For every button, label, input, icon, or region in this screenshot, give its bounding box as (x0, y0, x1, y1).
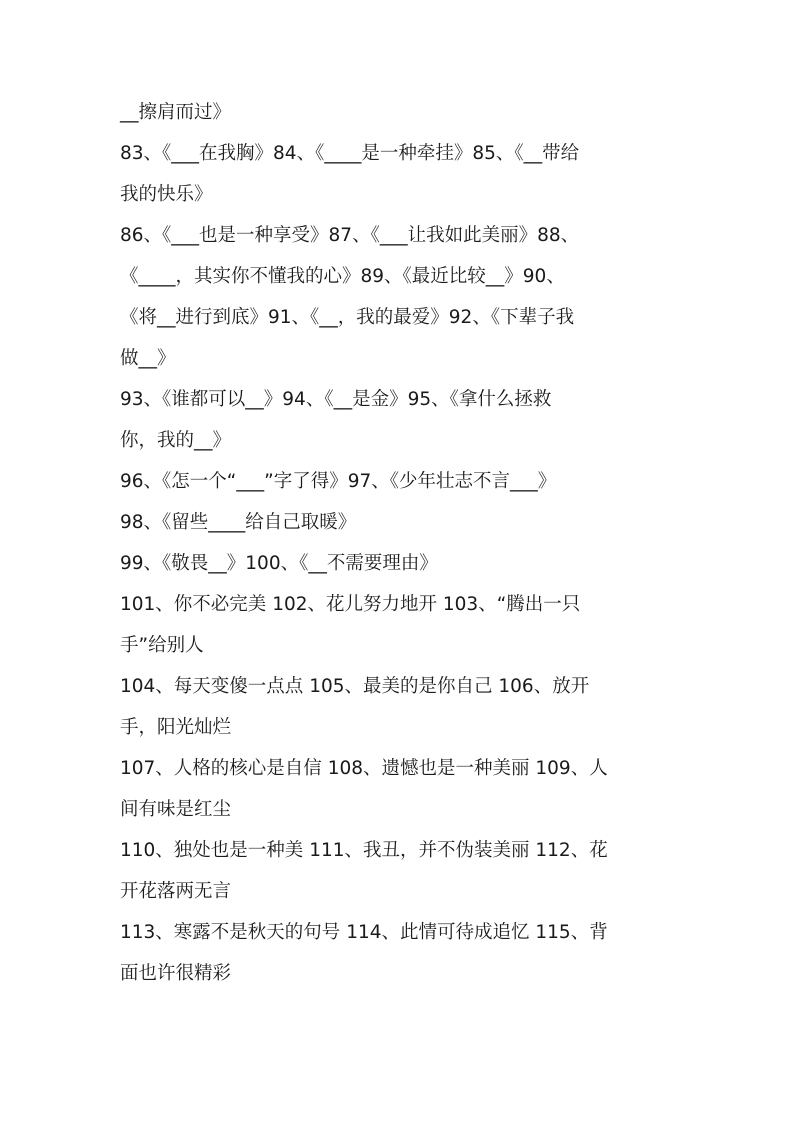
text-line-22: 面也许很精彩 (120, 963, 232, 984)
text-line-17: 107、人格的核心是自信 108、遗憾也是一种美丽 109、人 (120, 758, 608, 779)
text-line-21: 113、寒露不是秋天的句号 114、此情可待成追忆 115、背 (120, 922, 608, 943)
text-line-12: 99、《敬畏__》100、《__不需要理由》 (120, 553, 438, 574)
text-line-5: 《____，其实你不懂我的心》89、《最近比较__》90、 (120, 266, 565, 287)
document-body (120, 92, 680, 994)
text-line-6: 《将__进行到底》91、《__，我的最爱》92、《下辈子我 (120, 307, 575, 328)
text-line-18: 间有味是红尘 (120, 799, 232, 820)
text-line-10: 96、《怎一个“___”字了得》97、《少年壮志不言___》 (120, 471, 557, 492)
text-line-16: 手，阳光灿烂 (120, 717, 232, 738)
text-line-4: 86、《___也是一种享受》87、《___让我如此美丽》88、 (120, 225, 580, 246)
text-line-3: 我的快乐》 (120, 184, 213, 205)
text-line-20: 开花落两无言 (120, 881, 232, 902)
text-line-19: 110、独处也是一种美 111、我丑，并不伪装美丽 112、花 (120, 840, 608, 861)
text-line-7: 做__》 (120, 348, 176, 369)
text-line-9: 你，我的__》 (120, 430, 232, 451)
text-line-8: 93、《谁都可以__》94、《__是金》95、《拿什么拯救 (120, 389, 552, 410)
text-line-15: 104、每天变傻一点点 105、最美的是你自己 106、放开 (120, 676, 590, 697)
text-line-13: 101、你不必完美 102、花儿努力地开 103、“腾出一只 (120, 594, 581, 615)
text-line-11: 98、《留些____给自己取暖》 (120, 512, 357, 533)
text-line-1: __擦肩而过》 (120, 102, 232, 123)
text-line-14: 手”给别人 (120, 635, 204, 656)
text-line-2: 83、《___在我胸》84、《____是一种牵挂》85、《__带给 (120, 143, 580, 164)
